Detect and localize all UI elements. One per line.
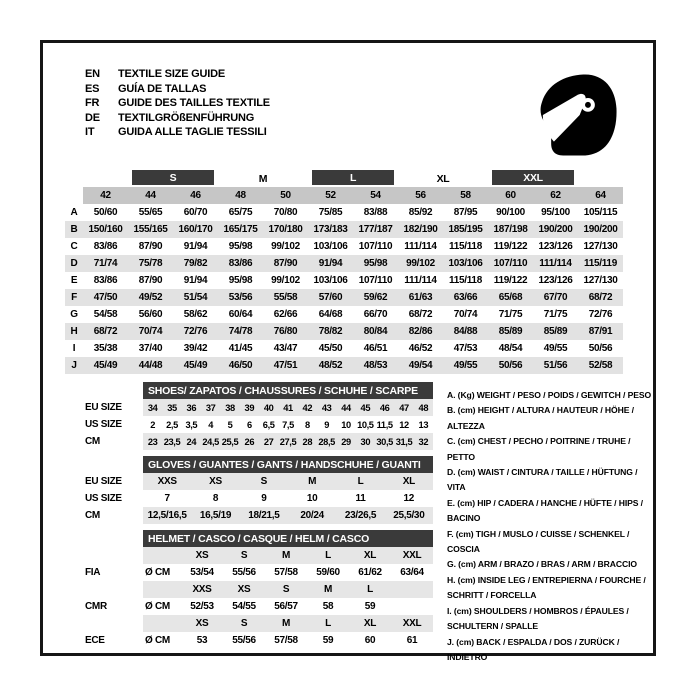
measurement-cell: 115/118 — [449, 241, 482, 252]
size-value-cell: 29 — [336, 433, 355, 450]
size-value-cell: 9 — [261, 493, 267, 504]
measurement-cell: 99/102 — [398, 255, 443, 272]
size-value-cell: 23,5 — [162, 433, 181, 450]
size-value-cell: 38 — [220, 399, 239, 416]
measurement-cell: 68/72 — [578, 289, 623, 306]
measurement-cell: 66/70 — [363, 309, 388, 320]
size-system-label: CM — [85, 436, 100, 447]
size-value-cell: 6,5 — [262, 419, 275, 430]
measurement-cell: 35/38 — [93, 343, 118, 354]
size-value-cell: 3,5 — [185, 419, 198, 430]
language-code: EN — [85, 68, 100, 80]
measurement-cell: 43/47 — [273, 343, 298, 354]
measurement-cell: 87/90 — [263, 255, 308, 272]
measurement-cell: 79/82 — [173, 255, 218, 272]
legend-item: H. (cm) INSIDE LEG / ENTREPIERNA / FOURCHE / SCHRITT / FORCELLA — [447, 574, 646, 601]
measurement-cell: 50/56 — [588, 343, 613, 354]
measurement-cell: 90/100 — [496, 207, 525, 218]
size-value-cell: 28,5 — [317, 433, 336, 450]
measurement-cell: 51/54 — [173, 289, 218, 306]
size-value-cell: M — [288, 473, 336, 490]
measurement-cell: 53/56 — [218, 289, 263, 306]
measurement-cell: 71/75 — [543, 309, 568, 320]
measurement-cell: 85/89 — [488, 323, 533, 340]
measurement-cell: 111/114 — [404, 241, 437, 252]
measurement-cell: 99/102 — [271, 241, 300, 252]
measurement-cell: 55/65 — [138, 207, 163, 218]
measurement-legend — [447, 388, 655, 665]
measurement-cell: 60/64 — [228, 309, 253, 320]
helmet-size-label: XL — [349, 615, 391, 632]
measurement-cell: 103/106 — [443, 255, 488, 272]
numeric-size-cell: 52 — [308, 187, 353, 204]
measurement-cell: 107/110 — [488, 255, 533, 272]
language-list — [85, 67, 270, 140]
numeric-size-cell: 50 — [263, 187, 308, 204]
size-value-cell: 10,5 — [357, 419, 374, 430]
legend-item: E. (cm) HIP / CADERA / HANCHE / HÜFTE / HIPS / BACINO — [447, 497, 643, 524]
language-row — [85, 96, 270, 111]
helmet-value-cell: 53/54 — [190, 567, 214, 578]
measurement-cell: 155/165 — [128, 221, 173, 238]
blank-cell — [143, 581, 181, 598]
numeric-size-cell: 60 — [488, 187, 533, 204]
language-row — [85, 125, 270, 140]
row-letter: B — [65, 221, 83, 238]
size-group-label: XXL — [492, 170, 574, 185]
diameter-unit-label: Ø CM — [145, 601, 170, 612]
measurement-cell: 48/54 — [498, 343, 523, 354]
size-value-cell: XL — [385, 473, 433, 490]
measurement-cell: 91/94 — [183, 275, 208, 286]
measurement-cell: 103/106 — [313, 275, 348, 286]
measurement-cell: 85/92 — [408, 207, 433, 218]
measurement-cell: 65/68 — [488, 289, 533, 306]
helmet-size-label: XS — [181, 547, 223, 564]
measurement-cell: 105/115 — [583, 207, 618, 218]
size-group-label: M — [258, 172, 268, 185]
helmet-size-label: M — [265, 615, 307, 632]
measurement-cell: 87/90 — [138, 275, 163, 286]
measurement-cell: 71/75 — [498, 309, 523, 320]
language-title: GUÍA DE TALLAS — [118, 82, 207, 95]
shoes-section-title: SHOES/ ZAPATOS / CHAUSSURES / SCHUHE / SCARPE — [143, 382, 433, 399]
measurement-cell: 95/98 — [228, 275, 253, 286]
helmet-size-label — [391, 581, 433, 598]
size-group-label: L — [312, 170, 394, 185]
size-system-label: US SIZE — [85, 419, 122, 430]
measurement-cell: 160/170 — [173, 221, 218, 238]
size-value-cell: 4 — [208, 419, 214, 430]
legend-item: B. (cm) HEIGHT / ALTURA / HAUTEUR / HÖHE / ALTEZZA — [447, 405, 634, 431]
measurement-cell: 190/200 — [578, 221, 623, 238]
measurement-cell: 91/94 — [308, 255, 353, 272]
measurement-cell: 54/58 — [93, 309, 118, 320]
size-value-cell: 30 — [356, 433, 375, 450]
helmet-value-cell — [391, 598, 433, 615]
measurement-cell: 173/183 — [308, 221, 353, 238]
size-value-cell: 34 — [143, 399, 162, 416]
measurement-cell: 55/58 — [263, 289, 308, 306]
measurement-cell: 39/42 — [183, 343, 208, 354]
measurement-cell: 75/78 — [128, 255, 173, 272]
shoes-size-table — [85, 382, 433, 450]
size-value-cell: 16,5/19 — [191, 507, 239, 524]
size-value-cell: 12 — [399, 419, 409, 430]
measurement-cell: 85/89 — [533, 323, 578, 340]
helmet-value-cell: 63/64 — [400, 567, 424, 578]
size-value-cell: 7,5 — [282, 419, 294, 430]
homologation-label: FIA — [85, 567, 101, 578]
measurement-cell: 57/60 — [308, 289, 353, 306]
size-value-cell: XXS — [143, 473, 191, 490]
size-value-cell: 36 — [182, 399, 201, 416]
helmet-size-label: XXS — [181, 581, 223, 598]
measurement-cell: 68/72 — [408, 309, 433, 320]
measurement-cell: 123/126 — [538, 275, 573, 286]
measurement-cell: 70/74 — [128, 323, 173, 340]
helmet-value-cell: 52/53 — [190, 601, 214, 612]
measurement-cell: 83/88 — [363, 207, 388, 218]
measurement-cell: 50/60 — [93, 207, 118, 218]
numeric-size-cell: 56 — [398, 187, 443, 204]
helmet-value-cell: 53 — [196, 635, 208, 646]
size-value-cell: 25,5/30 — [385, 507, 433, 524]
size-value-cell: 11 — [355, 493, 366, 504]
size-value-cell: 27 — [259, 433, 278, 450]
helmet-size-label: S — [265, 581, 307, 598]
measurement-cell: 99/102 — [271, 275, 300, 286]
measurement-cell: 45/50 — [318, 343, 343, 354]
size-value-cell: 2,5 — [166, 419, 178, 430]
language-row — [85, 82, 270, 97]
measurement-cell: 49/54 — [398, 357, 443, 374]
measurement-cell: 71/74 — [83, 255, 128, 272]
size-value-cell: S — [240, 473, 288, 490]
measurement-cell: 70/74 — [453, 309, 478, 320]
legend-item: I. (cm) SHOULDERS / HOMBROS / ÉPAULES / SCHULTERN / SPALLE — [447, 605, 629, 632]
measurement-cell: 47/50 — [83, 289, 128, 306]
size-value-cell: 37 — [201, 399, 220, 416]
helmet-size-label: L — [307, 547, 349, 564]
helmet-size-label: XS — [181, 615, 223, 632]
measurement-cell: 58/62 — [183, 309, 208, 320]
language-title: TEXTILE SIZE GUIDE — [118, 68, 226, 80]
size-value-cell: 11,5 — [376, 419, 393, 430]
measurement-cell: 115/118 — [449, 275, 482, 286]
measurement-cell: 127/130 — [583, 275, 618, 286]
row-letter: G — [70, 309, 78, 320]
measurement-cell: 190/200 — [533, 221, 578, 238]
size-value-cell: 6 — [246, 419, 252, 430]
row-letter: I — [72, 343, 76, 354]
measurement-cell: 83/86 — [218, 255, 263, 272]
size-value-cell: 13 — [418, 419, 429, 430]
measurement-cell: 185/195 — [443, 221, 488, 238]
size-value-cell: 44 — [336, 399, 355, 416]
measurement-cell: 45/49 — [173, 357, 218, 374]
measurement-cell: 87/91 — [578, 323, 623, 340]
size-value-cell: 8 — [212, 493, 219, 504]
measurement-cell: 150/160 — [83, 221, 128, 238]
measurement-cell: 119/122 — [493, 241, 528, 252]
size-value-cell: 41 — [278, 399, 297, 416]
language-title: TEXTILGRÖßENFÜHRUNG — [118, 111, 255, 124]
measurement-cell: 52/58 — [578, 357, 623, 374]
size-value-cell: 30,5 — [375, 433, 394, 450]
measurement-cell: 95/98 — [228, 241, 253, 252]
blank-cell — [143, 547, 181, 564]
size-group-label: XL — [436, 172, 450, 185]
helmet-value-cell: 55/56 — [232, 635, 256, 646]
measurement-cell: 91/94 — [183, 241, 208, 252]
size-value-cell: 23 — [143, 433, 162, 450]
size-value-cell: 46 — [375, 399, 394, 416]
size-group-label: S — [132, 170, 214, 185]
helmet-value-cell: 55/56 — [232, 567, 256, 578]
helmet-size-label: XL — [349, 547, 391, 564]
measurement-cell: 48/52 — [308, 357, 353, 374]
measurement-cell: 41/45 — [228, 343, 253, 354]
measurement-cell: 72/76 — [173, 323, 218, 340]
measurement-cell: 119/122 — [493, 275, 528, 286]
size-value-cell: 12 — [403, 493, 415, 504]
gloves-section-title: GLOVES / GUANTES / GANTS / HANDSCHUHE / GUANTI — [143, 456, 433, 473]
size-system-label: EU SIZE — [85, 402, 122, 413]
numeric-size-cell: 48 — [218, 187, 263, 204]
size-value-cell: 12,5/16,5 — [143, 507, 191, 524]
size-value-cell: 42 — [298, 399, 317, 416]
measurement-cell: 49/55 — [443, 357, 488, 374]
measurement-cell: 111/114 — [533, 255, 578, 272]
size-value-cell: 23/26,5 — [336, 507, 384, 524]
measurement-cell: 170/180 — [263, 221, 308, 238]
language-row — [85, 67, 270, 82]
size-value-cell: 35 — [162, 399, 181, 416]
size-value-cell: 7 — [164, 493, 170, 504]
size-value-cell: 24,5 — [201, 433, 220, 450]
size-system-label: EU SIZE — [85, 476, 122, 487]
row-letter: C — [70, 241, 78, 252]
helmet-size-label: L — [349, 581, 391, 598]
measurement-cell: 46/52 — [408, 343, 433, 354]
legend-item: A. (Kg) WEIGHT / PESO / POIDS / GEWITCH / PESO — [447, 390, 652, 400]
row-letter: F — [65, 289, 83, 306]
size-value-cell: 40 — [259, 399, 278, 416]
language-code: IT — [85, 126, 95, 139]
measurement-cell: 47/51 — [263, 357, 308, 374]
measurement-cell: 127/130 — [583, 241, 618, 252]
measurement-cell: 187/198 — [488, 221, 533, 238]
language-code: FR — [85, 97, 100, 110]
row-letter: E — [70, 275, 78, 286]
homologation-label: ECE — [85, 635, 105, 646]
measurement-cell: 74/78 — [218, 323, 263, 340]
size-value-cell: 47 — [394, 399, 413, 416]
helmet-value-cell: 60 — [364, 635, 376, 646]
diameter-unit-label: Ø CM — [145, 567, 170, 578]
legend-item: J. (cm) BACK / ESPALDA / DOS / ZURÜCK / INDIETRO — [447, 636, 620, 662]
diameter-unit-label: Ø CM — [145, 635, 170, 646]
measurement-cell: 51/56 — [533, 357, 578, 374]
measurement-cell: 63/66 — [443, 289, 488, 306]
size-value-cell: 43 — [317, 399, 336, 416]
helmet-size-label: XS — [223, 581, 265, 598]
size-value-cell: 32 — [414, 433, 433, 450]
legend-item: G. (cm) ARM / BRAZO / BRAS / ARM / BRACCIO — [447, 559, 637, 570]
size-value-cell: 39 — [240, 399, 259, 416]
measurement-cell: 68/72 — [83, 323, 128, 340]
helmet-size-label: XXL — [391, 547, 433, 564]
legend-item: D. (cm) WAIST / CINTURA / TAILLE / HÜFTUNG / VITA — [447, 467, 638, 493]
helmet-size-label: XXL — [391, 615, 433, 632]
measurement-cell: 80/84 — [353, 323, 398, 340]
measurement-cell: 87/95 — [453, 207, 478, 218]
measurement-cell: 83/86 — [93, 275, 118, 286]
measurement-cell: 46/51 — [363, 343, 388, 354]
measurement-cell: 107/110 — [358, 241, 393, 252]
measurement-cell: 46/50 — [218, 357, 263, 374]
helmet-value-cell: 61/62 — [358, 567, 382, 578]
row-letter: J — [65, 357, 83, 374]
helmet-value-cell: 57/58 — [274, 635, 298, 646]
measurement-cell: 103/106 — [313, 241, 348, 252]
helmet-value-cell: 59/60 — [316, 567, 340, 578]
measurement-cell: 44/48 — [128, 357, 173, 374]
size-system-label: US SIZE — [85, 493, 122, 504]
size-value-cell: 28 — [298, 433, 317, 450]
language-title: GUIDA ALLE TAGLIE TESSILI — [118, 126, 267, 139]
helmet-size-table — [85, 530, 433, 649]
helmet-value-cell: 59 — [322, 635, 334, 646]
measurement-cell: 65/75 — [228, 207, 253, 218]
measurement-cell: 59/62 — [353, 289, 398, 306]
size-value-cell: XS — [191, 473, 239, 490]
size-value-cell: 26 — [240, 433, 259, 450]
size-value-cell: 18/21,5 — [240, 507, 288, 524]
numeric-size-cell: 54 — [353, 187, 398, 204]
numeric-size-cell: 58 — [443, 187, 488, 204]
numeric-size-cell: 46 — [173, 187, 218, 204]
helmet-icon — [529, 69, 623, 161]
helmet-value-cell: 61 — [406, 635, 418, 646]
helmet-value-cell: 54/55 — [232, 601, 256, 612]
numeric-size-cell: 44 — [128, 187, 173, 204]
gloves-size-table — [85, 456, 433, 524]
measurement-cell: 75/85 — [318, 207, 343, 218]
size-value-cell: 8 — [304, 419, 310, 430]
size-value-cell: 24 — [182, 433, 201, 450]
language-row — [85, 111, 270, 126]
numeric-size-cell: 42 — [83, 187, 128, 204]
measurement-cell: 62/66 — [273, 309, 298, 320]
size-value-cell: 10 — [341, 419, 351, 430]
measurement-cell: 84/88 — [443, 323, 488, 340]
helmet-size-label: S — [223, 547, 265, 564]
size-value-cell: 31,5 — [394, 433, 413, 450]
measurement-cell: 82/86 — [398, 323, 443, 340]
measurement-cell: 50/56 — [488, 357, 533, 374]
helmet-value-cell: 56/57 — [274, 601, 298, 612]
helmet-section-title: HELMET / CASCO / CASQUE / HELM / CASCO — [143, 530, 433, 547]
measurement-cell: 60/70 — [183, 207, 208, 218]
size-value-cell: 5 — [227, 419, 233, 430]
legend-item: C. (cm) CHEST / PECHO / POITRINE / TRUHE / PETTO — [447, 436, 631, 462]
size-value-cell: 10 — [306, 493, 318, 504]
measurement-cell: 95/100 — [541, 207, 570, 218]
measurement-cell: 70/80 — [273, 207, 298, 218]
measurement-cell: 45/49 — [83, 357, 128, 374]
size-value-cell: 48 — [414, 399, 433, 416]
measurement-cell: 64/68 — [318, 309, 343, 320]
size-value-cell: 2 — [150, 419, 156, 430]
measurement-cell: 56/60 — [138, 309, 163, 320]
row-letter: A — [70, 207, 78, 218]
numeric-size-cell: 62 — [533, 187, 578, 204]
measurement-cell: 83/86 — [93, 241, 118, 252]
measurement-cell: 61/63 — [398, 289, 443, 306]
measurement-cell: 165/175 — [218, 221, 263, 238]
helmet-value-cell: 58 — [322, 601, 334, 612]
helmet-size-label: S — [223, 615, 265, 632]
measurement-cell: 48/53 — [353, 357, 398, 374]
helmet-value-cell: 59 — [364, 601, 376, 612]
helmet-size-label: M — [265, 547, 307, 564]
homologation-label: CMR — [85, 601, 107, 612]
helmet-value-cell: 57/58 — [274, 567, 298, 578]
measurement-cell: 78/82 — [308, 323, 353, 340]
measurement-cell: 123/126 — [538, 241, 573, 252]
measurement-cell: 111/114 — [404, 275, 437, 286]
size-value-cell: 27,5 — [278, 433, 297, 450]
measurement-cell: 177/187 — [353, 221, 398, 238]
language-title: GUIDE DES TAILLES TEXTILE — [118, 97, 270, 110]
measurement-cell: 182/190 — [398, 221, 443, 238]
measurement-cell: 49/52 — [128, 289, 173, 306]
measurement-cell: 47/53 — [453, 343, 478, 354]
measurement-cell: 107/110 — [358, 275, 393, 286]
size-value-cell: 45 — [356, 399, 375, 416]
legend-item: F. (cm) TIGH / MUSLO / CUISSE / SCHENKEL / COSCIA — [447, 528, 630, 555]
measurement-cell: 76/80 — [263, 323, 308, 340]
measurement-cell: 115/119 — [578, 255, 623, 272]
size-value-cell: 9 — [324, 419, 330, 430]
size-value-cell: L — [336, 473, 384, 490]
textile-size-guide-sheet — [40, 40, 656, 662]
measurement-cell: 87/90 — [138, 241, 163, 252]
size-value-cell: 20/24 — [288, 507, 336, 524]
blank-cell — [143, 615, 181, 632]
measurement-cell: 49/55 — [543, 343, 568, 354]
row-letter: D — [65, 255, 83, 272]
measurement-cell: 95/98 — [353, 255, 398, 272]
helmet-size-label: L — [307, 615, 349, 632]
size-value-cell: 25,5 — [220, 433, 239, 450]
main-size-table — [65, 170, 623, 374]
row-letter: H — [65, 323, 83, 340]
language-code: ES — [85, 82, 100, 95]
measurement-cell: 37/40 — [138, 343, 163, 354]
measurement-cell: 72/76 — [588, 309, 613, 320]
helmet-size-label: M — [307, 581, 349, 598]
size-system-label: CM — [85, 510, 100, 521]
language-code: DE — [85, 111, 100, 124]
measurement-cell: 67/70 — [533, 289, 578, 306]
numeric-size-cell: 64 — [578, 187, 623, 204]
